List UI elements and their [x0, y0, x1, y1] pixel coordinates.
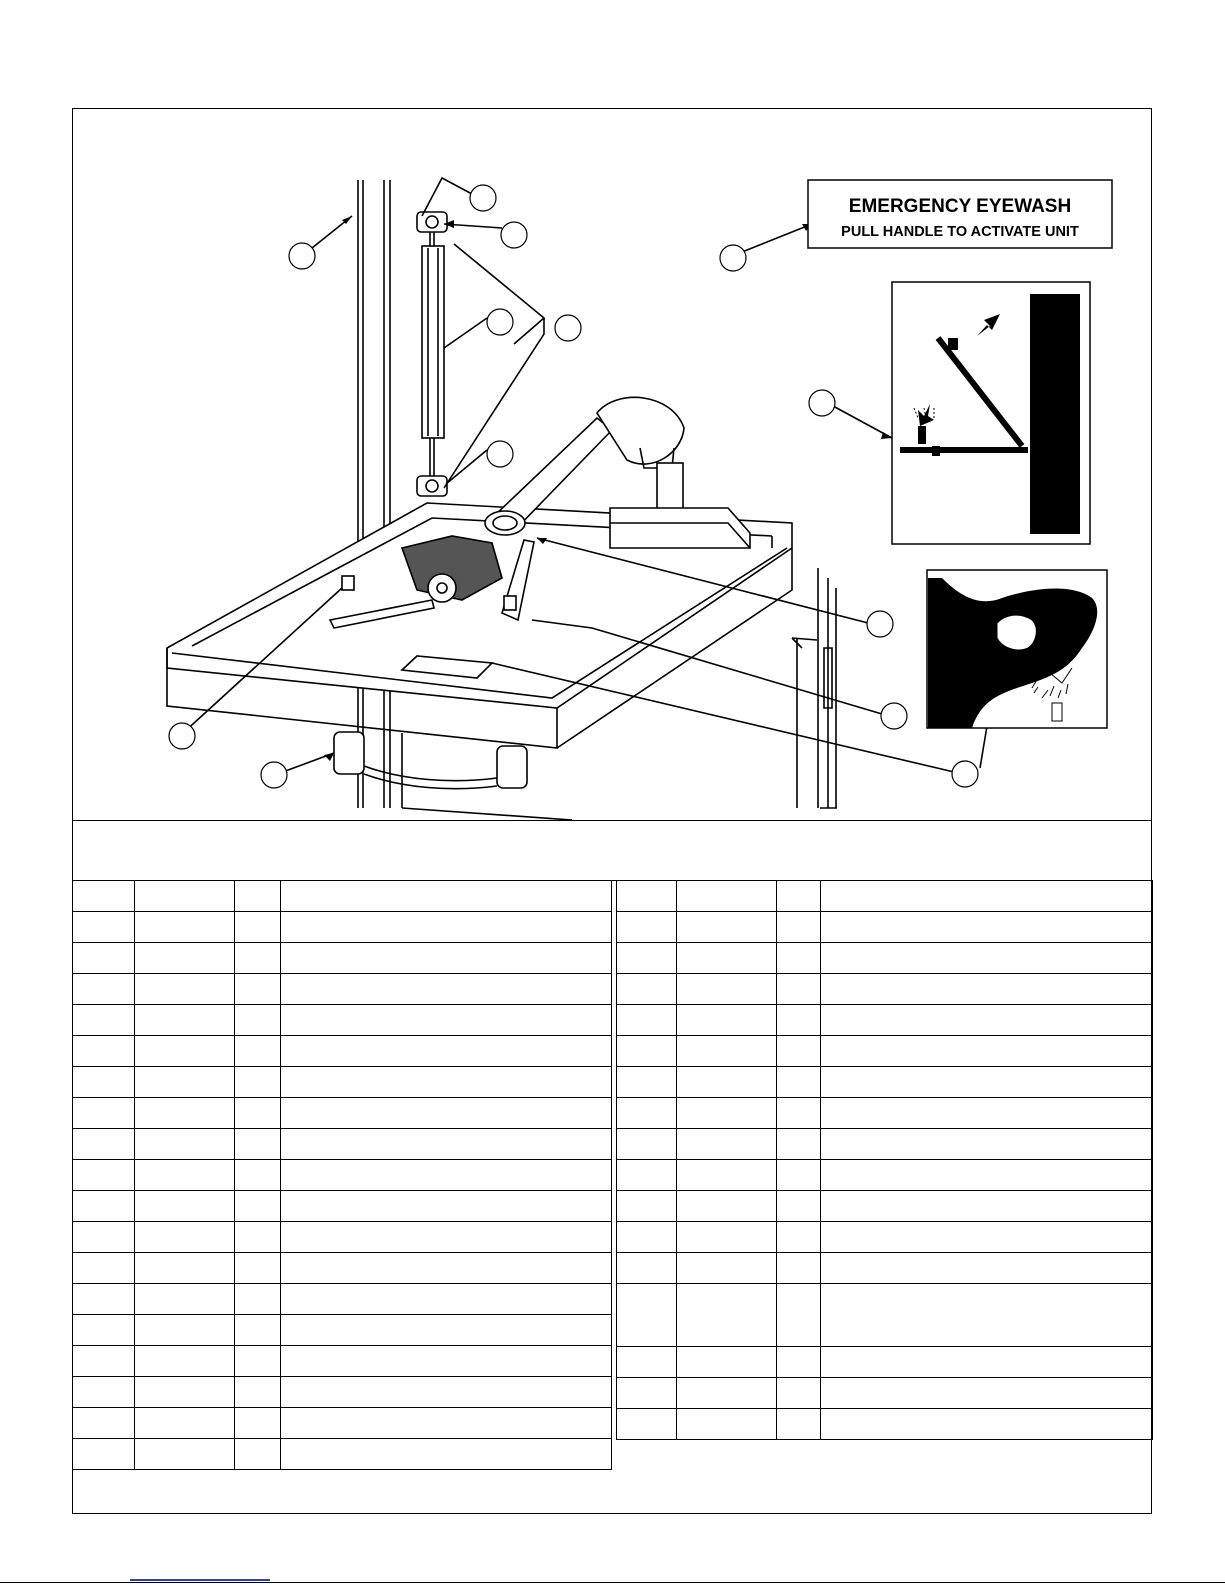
- parts-table-right: [616, 880, 1153, 1440]
- callout-circle: [720, 245, 746, 271]
- table-row: [73, 1005, 612, 1036]
- callout-circle: [261, 762, 287, 788]
- callout-circle: [169, 723, 195, 749]
- callout-circle: [501, 222, 527, 248]
- table-row: [73, 881, 612, 912]
- table-row: [73, 943, 612, 974]
- callout-circle: [487, 441, 513, 467]
- table-row: [617, 1347, 1153, 1378]
- table-row: [617, 1284, 1153, 1347]
- table-row: [617, 974, 1153, 1005]
- table-row: [617, 1067, 1153, 1098]
- table-row: [617, 1098, 1153, 1129]
- table-row: [73, 1222, 612, 1253]
- table-row: [73, 1315, 612, 1346]
- assembly-drawing: [72, 108, 1152, 820]
- table-row: [73, 1098, 612, 1129]
- table-row: [73, 1160, 612, 1191]
- table-row: [73, 1191, 612, 1222]
- table-row: [73, 1377, 612, 1408]
- drawing-divider: [72, 820, 1152, 821]
- callout-circle: [289, 243, 315, 269]
- table-row: [617, 1160, 1153, 1191]
- table-row: [73, 912, 612, 943]
- table-row: [617, 881, 1153, 912]
- callout-circle: [952, 761, 978, 787]
- callout-circle: [470, 185, 496, 211]
- callout-circle: [881, 703, 907, 729]
- table-row: [73, 1346, 612, 1377]
- table-row: [73, 1439, 612, 1470]
- table-row: [617, 1253, 1153, 1284]
- table-row: [617, 1222, 1153, 1253]
- eyewash-user-illustration: [927, 570, 1107, 728]
- table-row: [73, 1408, 612, 1439]
- callout-circle: [555, 315, 581, 341]
- footer-rule: [0, 1582, 1225, 1583]
- callout-circle: [867, 611, 893, 637]
- callout-circle: [487, 309, 513, 335]
- table-row: [617, 1409, 1153, 1440]
- table-row: [617, 1378, 1153, 1409]
- table-row: [73, 1067, 612, 1098]
- table-row: [617, 912, 1153, 943]
- table-row: [617, 1129, 1153, 1160]
- signage-line-1: EMERGENCY EYEWASH: [848, 196, 1072, 217]
- table-row: [73, 1129, 612, 1160]
- table-row: [617, 1036, 1153, 1067]
- callout-circle: [809, 390, 835, 416]
- table-row: [73, 1036, 612, 1067]
- signage-line-2: PULL HANDLE TO ACTIVATE UNIT: [841, 224, 1079, 240]
- footer-link[interactable]: [130, 1579, 270, 1581]
- parts-table-left: [72, 880, 612, 1470]
- table-row: [617, 1191, 1153, 1222]
- table-row: [73, 1284, 612, 1315]
- table-row: [617, 943, 1153, 974]
- table-row: [73, 974, 612, 1005]
- table-row: [73, 1253, 612, 1284]
- table-row: [617, 1005, 1153, 1036]
- operation-diagram-icon: [892, 282, 1090, 544]
